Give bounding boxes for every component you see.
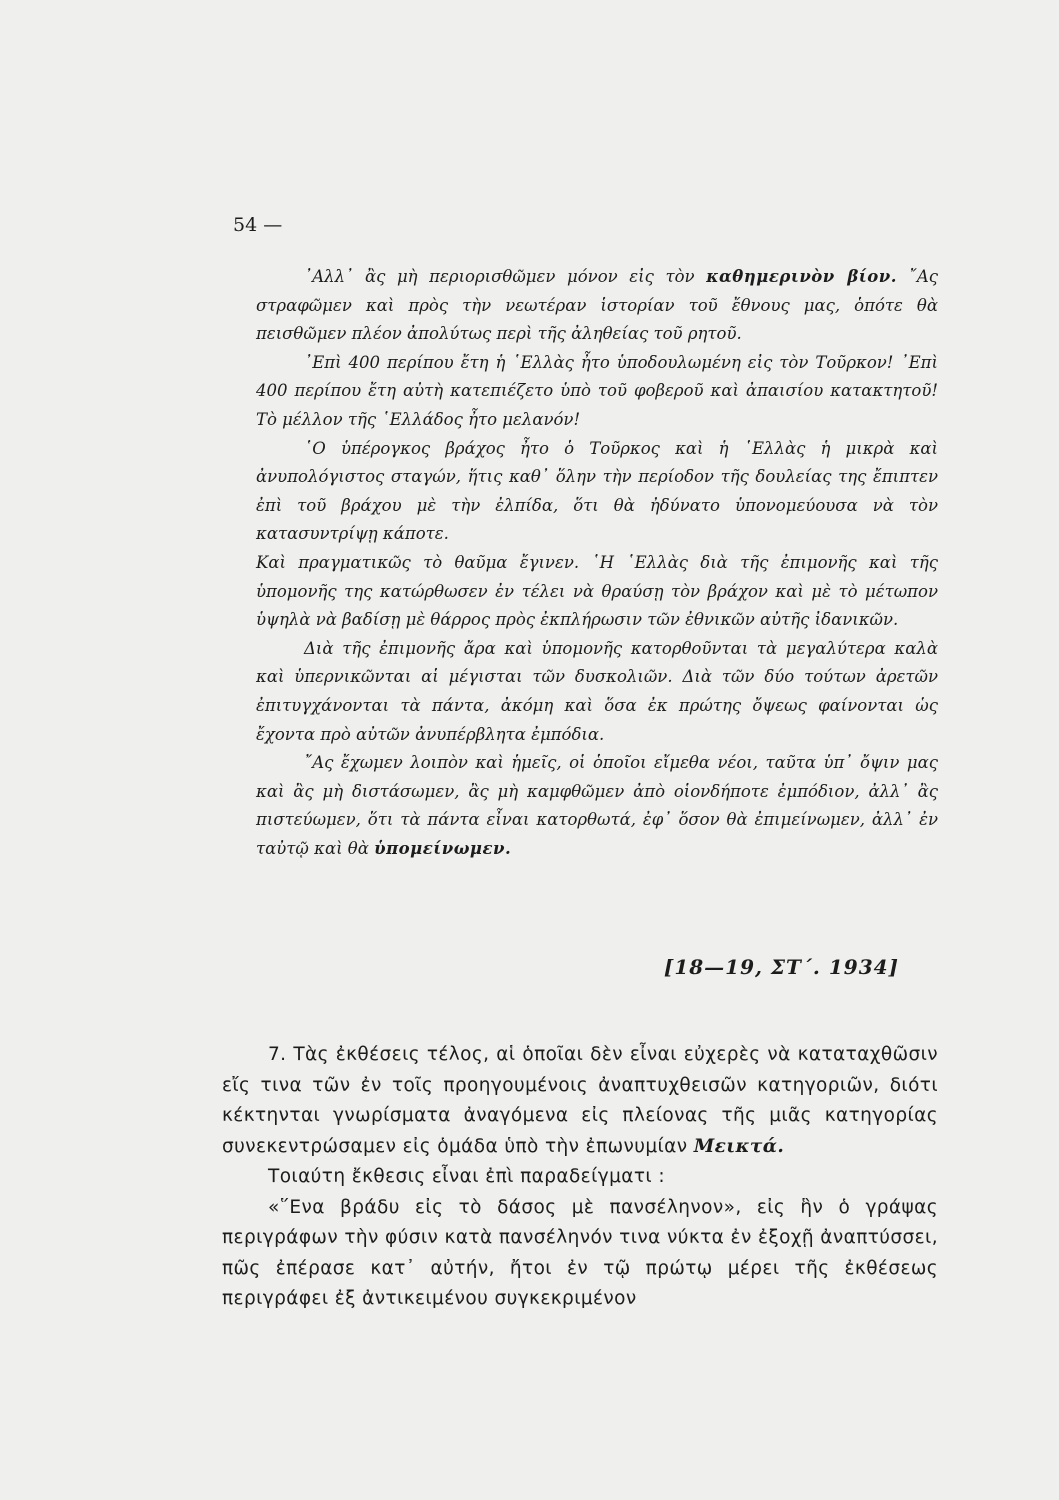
paragraph [256, 263, 938, 349]
paragraph: Καὶ πραγματικῶς τὸ θαῦμα ἔγινεν. ῾Η ῾Ελλὰς διὰ τῆς ἐπιμονῆς καὶ τῆς ὑπομονῆς της κατώρθωσεν ἐν τέλει νὰ θραύσῃ τὸν βράχον καὶ μὲ τὸ μέτωπον ὑψηλὰ νὰ βαδίσῃ μὲ θάρρος πρὸς ἐκπλήρωσιν τῶν ἐθνικῶν αὐτῆς ἰδανικῶν. [256, 552, 938, 630]
paragraph [256, 749, 938, 863]
page-number: 54 — [233, 214, 283, 236]
paragraph-text: ῎Ας στραφῶμεν καὶ πρὸς τὴν νεωτέραν ἱστορίαν τοῦ ἔθνους μας, ὁπότε θὰ πεισθῶμεν πλέον ἀπολύτως περὶ τῆς ἀληθείας τοῦ ρητοῦ. [256, 267, 939, 344]
paragraph-text: ῎Ας ἔχωμεν λοιπὸν καὶ ἡμεῖς, οἱ ὁποῖοι εἴμεθα νέοι, ταῦτα ὑπ᾿ ὄψιν μας καὶ ἂς μὴ διστάσωμεν, ἂς μὴ καμφθῶμεν ἀπὸ οἱονδήποτε ἐμπόδιον, ἀλλ᾿ ἂς πιστεύωμεν, ὅτι τὰ πάντα εἶναι κατορθωτά, ἐφ᾿ ὅσον θὰ ἐπιμείνωμεν, ἀλλ᾿ ἐν ταὐτῷ καὶ θὰ [256, 753, 938, 858]
essay-date: [18—19, ΣΤ΄. 1934] [663, 955, 899, 979]
emphasis-text: ὑπομείνωμεν. [374, 838, 512, 858]
body-text [222, 1040, 938, 1315]
paragraph: Τοιαύτη ἔκθεσις εἶναι ἐπὶ παραδείγματι : [268, 1166, 665, 1187]
paragraph: ᾿Επὶ 400 περίπου ἔτη ἡ ῾Ελλὰς ἦτο ὑποδουλωμένη εἰς τὸν Τοῦρκον! ᾿Επὶ 400 περίπου ἔτη αὐτὴ κατεπιέζετο ὑπὸ τοῦ φοβεροῦ καὶ ἀπαισίου κατακτητοῦ! Τὸ μέλλον τῆς ῾Ελλάδος ἦτο μελανόν! [256, 352, 938, 429]
paragraph [222, 1040, 938, 1162]
category-term: Μεικτά. [693, 1135, 785, 1157]
paragraph-text: ᾿Αλλ᾿ ἂς μὴ περιορισθῶμεν μόνον εἰς τὸν [304, 267, 695, 286]
emphasis-text: καθημερινὸν βίον. [706, 267, 897, 286]
paragraph-text: 7. Τὰς ἐκθέσεις τέλος, αἱ ὁποῖαι δὲν εἶναι εὐχερὲς νὰ καταταχθῶσιν εἴς τινα τῶν ἐν τοῖς προηγουμένοις ἀναπτυχθεισῶν κατηγοριῶν, διότι κέκτηνται γνωρίσματα ἀναγόμενα εἰς πλείονας τῆς μιᾶς κατηγορίας συνεκεντρώσαμεν εἰς ὁμάδα ὑπὸ τὴν ἐπωνυμίαν [222, 1044, 938, 1157]
essay-excerpt [256, 263, 938, 863]
paragraph: «῞Ενα βράδυ εἰς τὸ δάσος μὲ πανσέληνον», εἰς ἣν ὁ γράψας περιγράφων τὴν φύσιν κατὰ πανσέληνόν τινα νύκτα ἐν ἐξοχῇ ἀναπτύσσει, πῶς ἐπέρασε κατ᾿ αὐτήν, ἤτοι ἐν τῷ πρώτῳ μέρει τῆς ἐκθέσεως περιγράφει ἐξ ἀντικειμένου συγκεκριμένον [222, 1196, 938, 1309]
paragraph: Διὰ τῆς ἐπιμονῆς ἄρα καὶ ὑπομονῆς κατορθοῦνται τὰ μεγαλύτερα καλὰ καὶ ὑπερνικῶνται αἱ μέγισται τῶν δυσκολιῶν. Διὰ τῶν δύο τούτων ἀρετῶν ἐπιτυγχάνονται τὰ πάντα, ἀκόμη καὶ ὅσα ἐκ πρώτης ὄψεως φαίνονται ὡς ἔχοντα πρὸ αὐτῶν ἀνυπέρβλητα ἐμπόδια. [256, 638, 938, 744]
paragraph: ῾Ο ὑπέρογκος βράχος ἦτο ὁ Τοῦρκος καὶ ἡ ῾Ελλὰς ἡ μικρὰ καὶ ἀνυπολόγιστος σταγών, ἥτις καθ᾿ ὅλην τὴν περίοδον τῆς δουλείας της ἔπιπτεν ἐπὶ τοῦ βράχου μὲ τὴν ἐλπίδα, ὅτι θὰ ἠδύνατο ὑπονομεύουσα νὰ τὸν κατασυντρίψῃ κάποτε. [256, 438, 938, 544]
